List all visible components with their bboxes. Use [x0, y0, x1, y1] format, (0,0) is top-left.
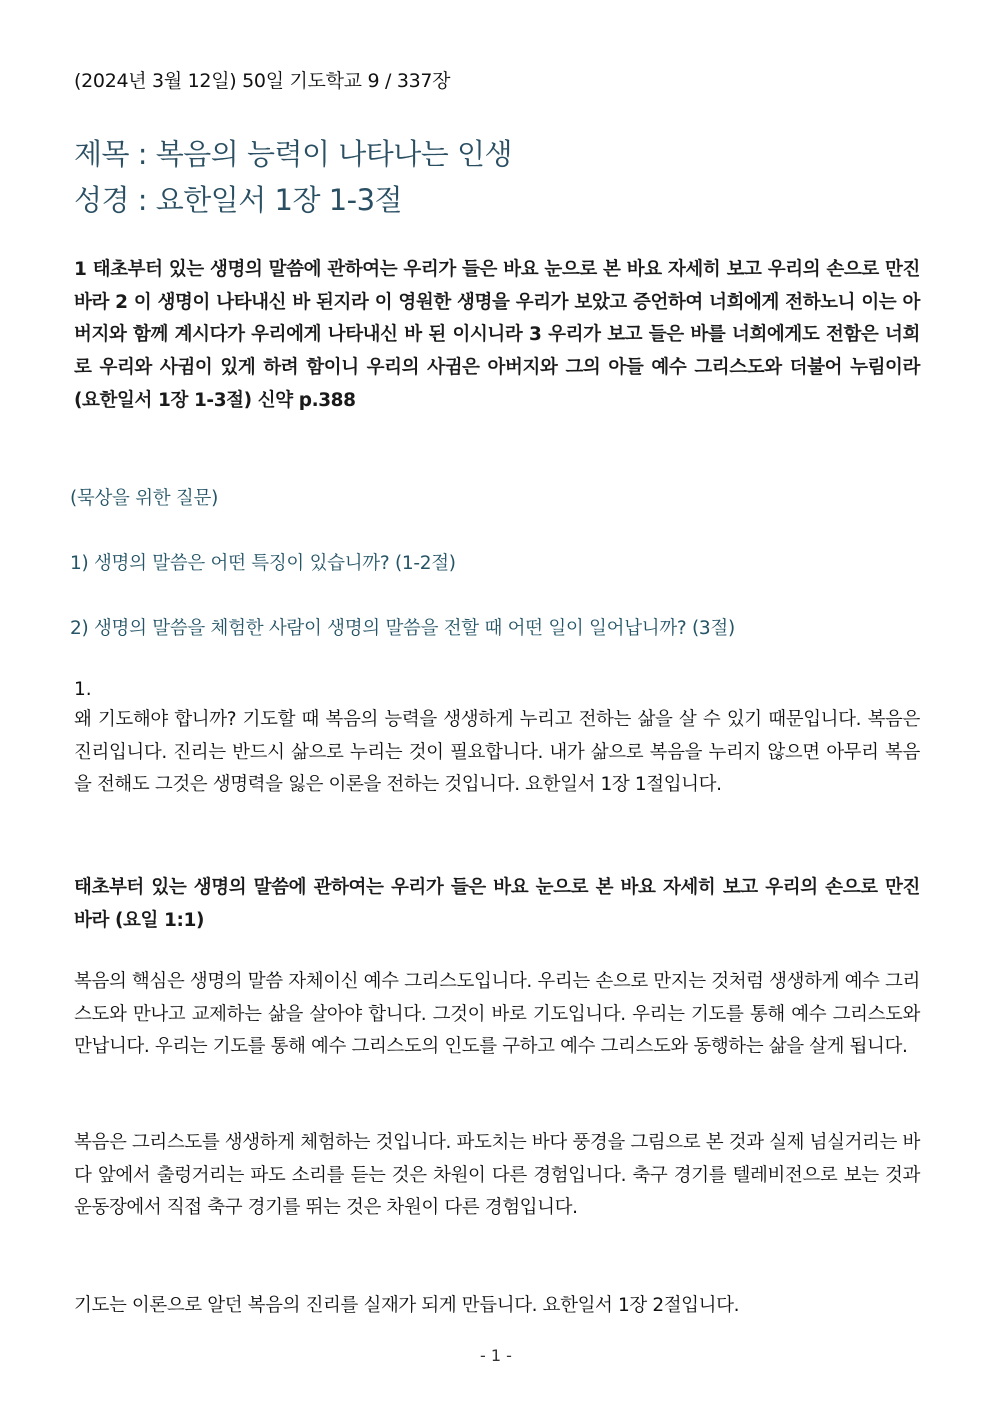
- body-paragraph-2: 복음의 핵심은 생명의 말씀 자체이신 예수 그리스도입니다. 우리는 손으로 만지는 것처럼 생생하게 예수 그리스도와 만나고 교제하는 삶을 살아야 합니다. 그것이 바로 기도입니다. 우리는 기도를 통해 예수 그리스도와 만납니다. 우리는 기도를 통해 예수 그리스도의 인도를 구하고 예수 그리스도와 동행하는 삶을 살게 됩니다.: [74, 971, 920, 1058]
- page-number: - 1 -: [480, 1346, 512, 1365]
- scripture-passage: 1 태초부터 있는 생명의 말씀에 관하여는 우리가 들은 바요 눈으로 본 바요 자세히 보고 우리의 손으로 만진 바라 2 이 생명이 나타내신 바 된지라 이 영원한 생명을 우리가 보았고 증언하여 너희에게 전하노니 이는 아버지와 함께 계시다가 우리에게 나타내신 바 된 이시니라 3 우리가 보고 들은 바를 너희에게도 전함은 너희로 우리와 사귐이 있게 하려 함이니 우리의 사귐은 아버지와 그의 아들 예수 그리스도와 더불어 누림이라 (요한일서 1장 1-3절) 신약 p.388: [74, 259, 920, 411]
- meditation-question-1: 1) 생명의 말씀은 어떤 특징이 있습니까? (1-2절): [70, 553, 456, 574]
- sermon-title: 제목 : 복음의 능력이 나타나는 인생: [74, 137, 513, 171]
- body-paragraph-3: 복음은 그리스도를 생생하게 체험하는 것입니다. 파도치는 바다 풍경을 그림으로 본 것과 실제 넘실거리는 바다 앞에서 출렁거리는 파도 소리를 듣는 것은 차원이 다른 경험입니다. 축구 경기를 텔레비전으로 보는 것과 운동장에서 직접 축구 경기를 뛰는 것은 차원이 다른 경험입니다.: [74, 1132, 920, 1219]
- date-header: (2024년 3월 12일) 50일 기도학교 9 / 337장: [74, 70, 451, 92]
- body-paragraph-4: 기도는 이론으로 알던 복음의 진리를 실재가 되게 만듭니다. 요한일서 1장 2절입니다.: [74, 1295, 740, 1316]
- quoted-verse: 태초부터 있는 생명의 말씀에 관하여는 우리가 들은 바요 눈으로 본 바요 자세히 보고 우리의 손으로 만진 바라 (요일 1:1): [74, 877, 920, 931]
- scripture-reference: 성경 : 요한일서 1장 1-3절: [74, 183, 403, 217]
- body-paragraph-1: 왜 기도해야 합니까? 기도할 때 복음의 능력을 생생하게 누리고 전하는 삶을 살 수 있기 때문입니다. 복음은 진리입니다. 진리는 반드시 삶으로 누리는 것이 필요합니다. 내가 삶으로 복음을 누리지 않으면 아무리 복음을 전해도 그것은 생명력을 잃은 이론을 전하는 것입니다. 요한일서 1장 1절입니다.: [74, 709, 920, 796]
- meditation-heading: (묵상을 위한 질문): [70, 488, 218, 509]
- meditation-question-2: 2) 생명의 말씀을 체험한 사람이 생명의 말씀을 전할 때 어떤 일이 일어납니까? (3절): [70, 618, 735, 639]
- section-number: 1.: [74, 679, 92, 700]
